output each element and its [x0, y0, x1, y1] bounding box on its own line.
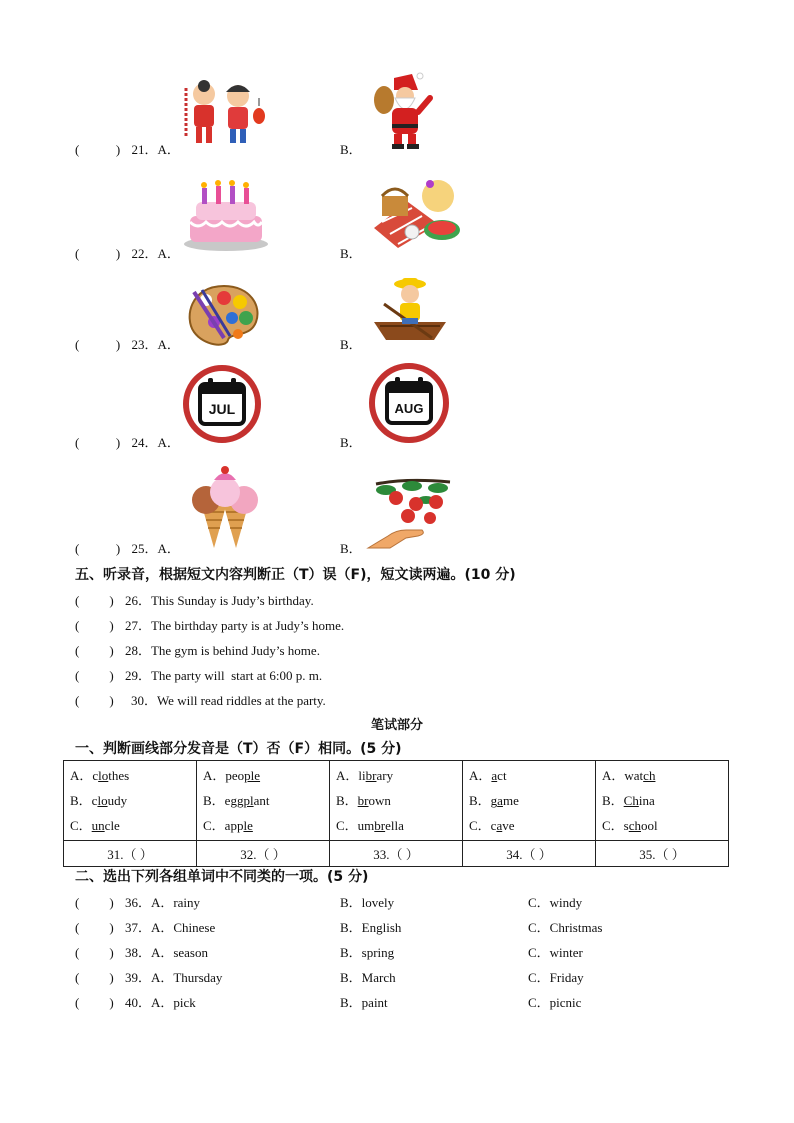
option-b: B．lovely	[340, 895, 395, 910]
section-5-heading: 五、听录音，根据短文内容判断正（T）误（F)，短文读两遍。(10 分)	[75, 567, 516, 583]
option-c: C．umbrella	[336, 818, 404, 833]
listening-item-26: ( ) 26．This Sunday is Judy’s birthday.	[75, 593, 314, 608]
option-a: A．act	[469, 768, 507, 783]
option-a: Thursday	[173, 970, 223, 985]
option-a: A．people	[203, 768, 261, 783]
option-b-label: B．	[340, 142, 362, 157]
answer-cell-32[interactable]: 32.（ ）	[197, 841, 330, 867]
option-c: C．uncle	[70, 818, 120, 833]
answer-paren-close: )	[115, 435, 121, 450]
listening-item-29: ( ) 29．The party will start at 6:00 p. m.	[75, 668, 323, 683]
option-b-label: B．	[340, 246, 362, 261]
option-a: Chinese	[173, 920, 216, 935]
phonics-column-34	[463, 761, 596, 841]
calendar-month-label: JUL	[208, 401, 236, 417]
item-number: 40．A．	[124, 995, 174, 1010]
item-number: 30．	[130, 693, 157, 708]
question-25-row	[75, 538, 180, 557]
item-text: The birthday party is at Judy’s home.	[150, 618, 345, 633]
option-b: B．brown	[336, 793, 391, 808]
option-b-label: B．	[340, 337, 362, 352]
answer-paren-open: (	[75, 337, 80, 352]
listening-item-30: ( ) 30．We will read riddles at the party.	[75, 693, 326, 708]
option-b: B．eggplant	[203, 793, 270, 808]
option-b: B．March	[340, 970, 396, 985]
option-a: season	[173, 945, 208, 960]
question-number: 22．A．	[131, 246, 180, 261]
answer-cell-34[interactable]: 34.（ ）	[463, 841, 596, 867]
option-c: C．school	[602, 818, 658, 833]
question-number: 24．A．	[131, 435, 180, 450]
answer-paren-open: (	[75, 142, 80, 157]
item-number: 36．A．	[124, 895, 174, 910]
phonics-table	[63, 760, 729, 867]
question-number: 25．A．	[131, 541, 180, 556]
option-a: A．library	[336, 768, 394, 783]
answer-paren-open: (	[75, 246, 80, 261]
classify-item-36: ( ) 36．A．rainy B．lovely C．windy	[75, 892, 735, 911]
calendar-jul-image	[182, 364, 262, 444]
item-text: The gym is behind Judy’s home.	[150, 643, 320, 658]
written-section-title: 笔试部分	[370, 718, 423, 733]
answer-cell-33[interactable]: 33.（ ）	[330, 841, 463, 867]
item-number: 37．A．	[124, 920, 174, 935]
paint-palette-image	[184, 282, 262, 348]
option-c: C．windy	[528, 895, 583, 910]
option-b: B．cloudy	[70, 793, 128, 808]
classify-item-38: ( ) 38．A．season B．spring C．winter	[75, 942, 735, 961]
option-c: C．Friday	[528, 970, 584, 985]
classify-item-39: ( ) 39．A．Thursday B．March C．Friday	[75, 967, 735, 986]
answer-paren-close: )	[115, 541, 121, 556]
option-b: B．game	[469, 793, 519, 808]
item-text: The party will start at 6:00 p. m.	[150, 668, 323, 683]
phonics-column-35	[596, 761, 729, 841]
classify-item-40: ( ) 40．A．pick B．paint C．picnic	[75, 992, 735, 1011]
question-21-row	[75, 139, 180, 158]
option-b: B．spring	[340, 945, 395, 960]
phonics-column-32	[197, 761, 330, 841]
option-b: B．English	[340, 920, 402, 935]
question-23-row	[75, 334, 180, 353]
option-c: C．apple	[203, 818, 253, 833]
section-2-heading: 二、选出下列各组单词中不同类的一项。(5 分)	[75, 869, 369, 885]
option-b: B．China	[602, 793, 655, 808]
question-number: 21．A．	[131, 142, 180, 157]
classify-item-37: ( ) 37．A．Chinese B．English C．Christmas	[75, 917, 735, 936]
option-a: pick	[173, 995, 196, 1010]
option-b: B．paint	[340, 995, 388, 1010]
answer-paren-close: )	[115, 142, 121, 157]
answer-paren-open: (	[75, 541, 80, 556]
listening-item-27: ( ) 27．The birthday party is at Judy’s home.	[75, 618, 345, 633]
question-22-row	[75, 243, 180, 262]
picnic-basket-image	[368, 178, 468, 250]
option-a: A．clothes	[70, 768, 130, 783]
item-number: 39．A．	[124, 970, 174, 985]
item-number: 26．	[124, 593, 151, 608]
option-c: C．winter	[528, 945, 583, 960]
option-c: C．cave	[469, 818, 515, 833]
item-number: 29．	[124, 668, 151, 683]
new-year-children-image	[180, 78, 266, 150]
boy-rowing-boat-image	[370, 276, 450, 346]
birthday-cake-image	[182, 182, 270, 252]
option-a: rainy	[173, 895, 201, 910]
option-b-label: B．	[340, 541, 362, 556]
picking-apples-image	[366, 478, 452, 550]
answer-cell-35[interactable]: 35.（ ）	[596, 841, 729, 867]
answer-paren-close: )	[115, 337, 121, 352]
santa-claus-image	[370, 72, 436, 150]
calendar-month-label: AUG	[394, 401, 424, 416]
listening-item-28: ( ) 28．The gym is behind Judy’s home.	[75, 643, 320, 658]
option-c: C．Christmas	[528, 920, 603, 935]
option-a: A．watch	[602, 768, 656, 783]
item-number: 27．	[124, 618, 151, 633]
answer-paren-open: (	[75, 435, 80, 450]
phonics-column-31	[64, 761, 197, 841]
section-1-heading: 一、判断画线部分发音是（T）否（F）相同。(5 分)	[75, 741, 402, 757]
item-number: 28．	[124, 643, 151, 658]
item-number: 38．A．	[124, 945, 174, 960]
item-text: We will read riddles at the party.	[156, 693, 326, 708]
ice-cream-cones-image	[184, 466, 266, 550]
option-b-label: B．	[340, 435, 362, 450]
question-number: 23．A．	[131, 337, 180, 352]
question-24-row	[75, 432, 180, 451]
answer-paren-close: )	[115, 246, 121, 261]
phonics-column-33	[330, 761, 463, 841]
calendar-aug-image	[368, 362, 450, 444]
item-text: This Sunday is Judy’s birthday.	[150, 593, 314, 608]
option-c: C．picnic	[528, 995, 582, 1010]
answer-cell-31[interactable]: 31.（ ）	[64, 841, 197, 867]
